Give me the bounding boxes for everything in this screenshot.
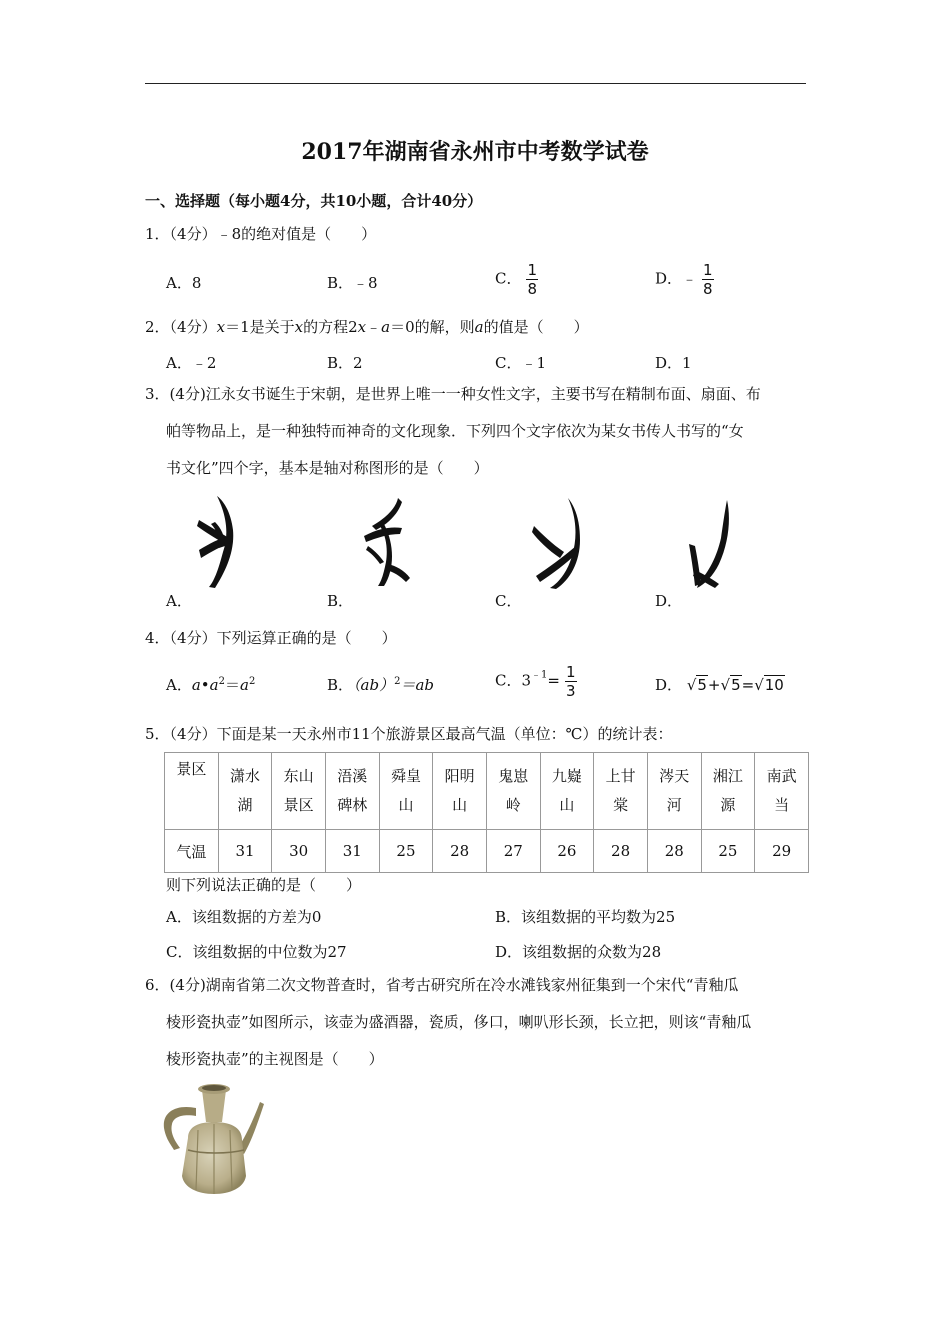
table-row bbox=[165, 830, 809, 873]
q5-ask: 则下列说法正确的是（ ） bbox=[166, 876, 362, 894]
q4-option-b: B．（ab）$^2$＝ab bbox=[327, 676, 434, 694]
top-rule bbox=[145, 83, 806, 84]
denominator: 8 bbox=[703, 280, 713, 298]
table-cell: 阳明 山 bbox=[433, 753, 487, 830]
q5-option-b: B．该组数据的平均数为25 bbox=[495, 908, 676, 926]
q6-line1: 6．(4分)湖南省第二次文物普查时，省考古研究所在冷水滩钱家州征集到一个宋代“青釉瓜 bbox=[145, 976, 739, 994]
table-cell: 28 bbox=[433, 830, 487, 873]
table-cell: 湘江 源 bbox=[701, 753, 755, 830]
table-cell: 鬼崽 岭 bbox=[486, 753, 540, 830]
table-cell: 27 bbox=[486, 830, 540, 873]
table-cell: 28 bbox=[647, 830, 701, 873]
q1-option-b: B．﹣8 bbox=[327, 274, 378, 292]
table-cell: 东山 景区 bbox=[272, 753, 326, 830]
q1-c-fraction bbox=[526, 262, 538, 297]
minus-sign: ﹣ bbox=[682, 269, 698, 288]
q3-stem bbox=[145, 376, 810, 487]
q1-option-a: A．8 bbox=[166, 274, 202, 292]
q1-c-label: C． bbox=[495, 269, 522, 288]
denominator: 8 bbox=[527, 280, 538, 298]
sqrt-expression: √5+√5=√10 bbox=[686, 676, 784, 694]
table-cell: 28 bbox=[594, 830, 648, 873]
table-cell: 31 bbox=[325, 830, 379, 873]
table-cell: 景区 bbox=[165, 753, 219, 830]
q6-line2: 棱形瓷执壶”如图所示，该壶为盛酒器，瓷质，侈口，喇叭形长颈，长立把，则该“青釉瓜 bbox=[166, 1013, 752, 1031]
table-cell: 30 bbox=[272, 830, 326, 873]
table-cell: 29 bbox=[755, 830, 809, 873]
q1-d-label: D． bbox=[655, 269, 683, 288]
q3-option-b: B． bbox=[327, 592, 354, 610]
q2-option-a: A．﹣2 bbox=[166, 354, 217, 372]
nvshu-glyph-d-image bbox=[685, 498, 735, 590]
numerator: 1 bbox=[527, 261, 538, 279]
q4-stem: 4．（4分）下列运算正确的是（ ） bbox=[145, 629, 397, 647]
q4-option-d: D． √5+√5=√10 bbox=[655, 676, 784, 694]
q3-line2: 帕等物品上，是一种独特而神奇的文化现象．下列四个文字依次为某女书传人书写的“女 bbox=[166, 422, 744, 440]
table-cell: 浯溪 碑林 bbox=[325, 753, 379, 830]
q1-d-fraction bbox=[702, 262, 714, 297]
q6-stem bbox=[145, 967, 810, 1078]
nvshu-glyph-c-image bbox=[530, 496, 584, 590]
q3-option-d: D． bbox=[655, 592, 683, 610]
table-cell: 25 bbox=[379, 830, 433, 873]
q3-option-c: C． bbox=[495, 592, 522, 610]
table-cell: 南武 当 bbox=[755, 753, 809, 830]
table-cell: 26 bbox=[540, 830, 594, 873]
nvshu-glyph-b-image bbox=[358, 494, 416, 590]
q5-option-a: A．该组数据的方差为0 bbox=[166, 908, 322, 926]
q5-option-d: D．该组数据的众数为28 bbox=[495, 943, 662, 961]
q4-option-c: C．$3^{﹣1}=$ $\frac{1}{3}$ bbox=[495, 663, 576, 700]
q6-line3: 棱形瓷执壶”的主视图是（ ） bbox=[166, 1050, 384, 1068]
q1-stem: 1．（4分）﹣8的绝对值是（ ） bbox=[145, 225, 377, 243]
table-cell: 九嶷 山 bbox=[540, 753, 594, 830]
q2-option-c: C．﹣1 bbox=[495, 354, 547, 372]
nvshu-glyph-a-image bbox=[195, 492, 245, 590]
q3-line3: 书文化”四个字，基本是轴对称图形的是（ ） bbox=[166, 459, 489, 477]
table-cell: 25 bbox=[701, 830, 755, 873]
section-heading: 一、选择题（每小题4分，共10小题，合计40分） bbox=[145, 192, 483, 210]
q2-option-b: B．2 bbox=[327, 354, 363, 372]
q3-line1: 3．(4分)江永女书诞生于宋朝，是世界上唯一一种女性文字，主要书写在精制布面、扇面、布 bbox=[145, 385, 761, 403]
page-title: 2017年湖南省永州市中考数学试卷 bbox=[301, 139, 649, 165]
q5-stem: 5．（4分）下面是某一天永州市11个旅游景区最高气温（单位：℃）的统计表： bbox=[145, 725, 673, 743]
ewer-photo-image bbox=[158, 1078, 268, 1198]
q5-option-c: C．该组数据的中位数为27 bbox=[166, 943, 347, 961]
q1-option-d bbox=[655, 262, 714, 297]
q4-c-fraction: $\frac{1}{3}$ bbox=[565, 663, 576, 700]
numerator: 1 bbox=[703, 261, 713, 279]
table-cell: 舜皇 山 bbox=[379, 753, 433, 830]
q2-option-d: D．1 bbox=[655, 354, 692, 372]
table-cell: 潇水 湖 bbox=[218, 753, 272, 830]
q4-option-a: A．$a•a^2=a^2$ bbox=[166, 676, 256, 694]
table-cell: 31 bbox=[218, 830, 272, 873]
q2-stem: 2．（4分）x＝1是关于x的方程2x﹣a＝0的解，则a的值是（ ） bbox=[145, 318, 589, 336]
q1-option-c bbox=[495, 262, 538, 297]
table-cell: 气温 bbox=[165, 830, 219, 873]
table-cell: 上甘 棠 bbox=[594, 753, 648, 830]
table-cell: 涔天 河 bbox=[647, 753, 701, 830]
q3-option-a: A． bbox=[166, 592, 192, 610]
temperature-table bbox=[164, 752, 809, 873]
table-header-row bbox=[165, 753, 809, 830]
